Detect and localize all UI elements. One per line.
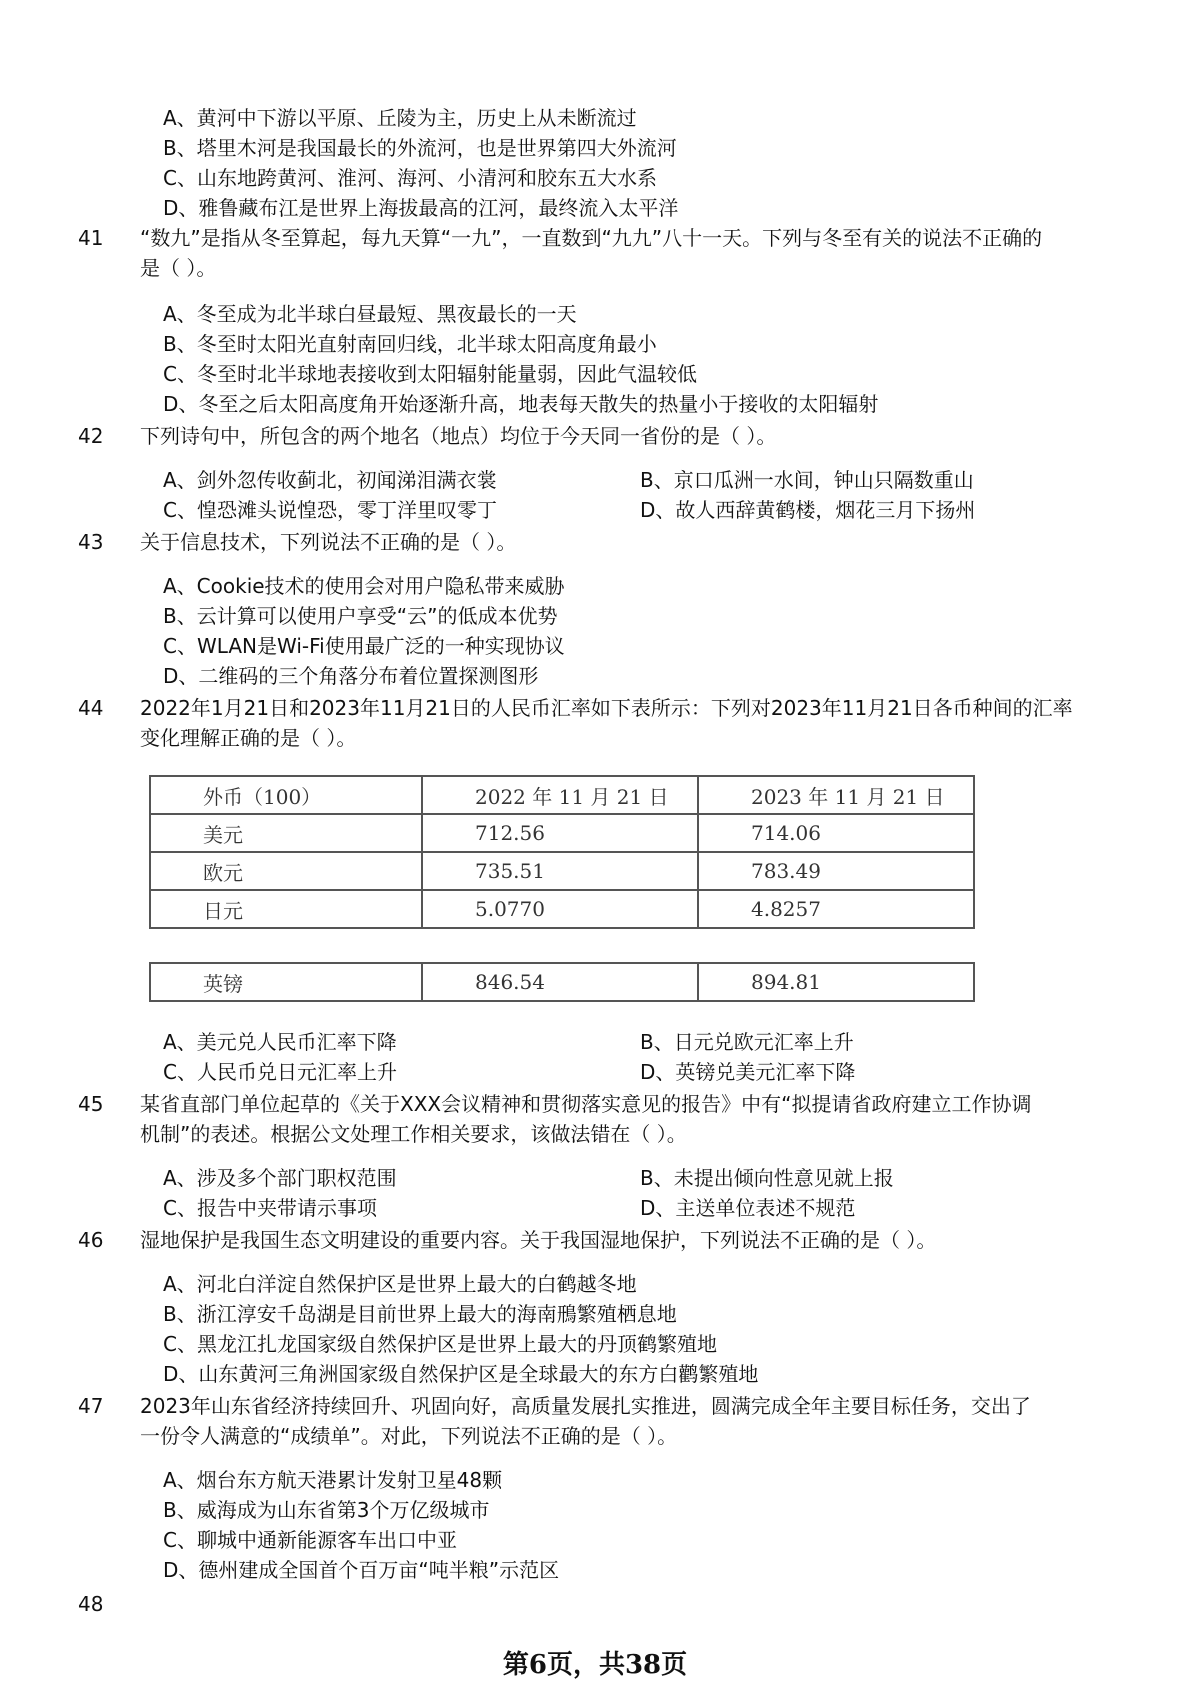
table-row — [150, 963, 974, 1001]
q44-option-c: C、人民币兑日元汇率上升 — [163, 1060, 397, 1084]
q47-option-d: D、德州建成全国首个百万亩“吨半粮”示范区 — [163, 1558, 560, 1582]
exchange-rate-table — [149, 775, 975, 929]
table-cell: 英镑 — [150, 963, 422, 1001]
q42-option-d: D、故人西辞黄鹤楼，烟花三月下扬州 — [640, 498, 976, 522]
q42-option-c: C、惶恐滩头说惶恐，零丁洋里叹零丁 — [163, 498, 497, 522]
table-header-cell: 2022 年 11 月 21 日 — [422, 776, 698, 814]
q45-text-line2: 机制”的表述。根据公文处理工作相关要求，该做法错在（ ）。 — [140, 1122, 687, 1146]
q41-number: 41 — [78, 226, 104, 250]
q43-option-c: C、WLAN是Wi-Fi使用最广泛的一种实现协议 — [163, 634, 565, 658]
table-row — [150, 814, 974, 852]
table-cell: 783.49 — [698, 852, 974, 890]
table-cell: 4.8257 — [698, 890, 974, 928]
q43-number: 43 — [78, 530, 104, 554]
q45-text-line1: 某省直部门单位起草的《关于XXX会议精神和贯彻落实意见的报告》中有“拟提请省政府建立工作协调 — [140, 1092, 1032, 1116]
q45-option-b: B、未提出倾向性意见就上报 — [640, 1166, 894, 1190]
q45-number: 45 — [78, 1092, 104, 1116]
q40-option-b: B、塔里木河是我国最长的外流河，也是世界第四大外流河 — [163, 136, 677, 160]
q44-option-a: A、美元兑人民币汇率下降 — [163, 1030, 397, 1054]
q43-option-b: B、云计算可以使用户享受“云”的低成本优势 — [163, 604, 558, 628]
table-row — [150, 890, 974, 928]
q48-number: 48 — [78, 1592, 104, 1616]
q46-option-d: D、山东黄河三角洲国家级自然保护区是全球最大的东方白鹳繁殖地 — [163, 1362, 759, 1386]
q47-text-line1: 2023年山东省经济持续回升、巩固向好，高质量发展扎实推进，圆满完成全年主要目标任务，交出了 — [140, 1394, 1031, 1418]
q44-number: 44 — [78, 696, 104, 720]
table-row — [150, 852, 974, 890]
gbp-rate-table — [149, 962, 975, 1002]
q44-text-line1: 2022年1月21日和2023年11月21日的人民币汇率如下表所示：下列对2023年11月21日各币种间的汇率 — [140, 696, 1073, 720]
q46-option-a: A、河北白洋淀自然保护区是世界上最大的白鹤越冬地 — [163, 1272, 637, 1296]
q47-option-c: C、聊城中通新能源客车出口中亚 — [163, 1528, 457, 1552]
q46-option-c: C、黑龙江扎龙国家级自然保护区是世界上最大的丹顶鹤繁殖地 — [163, 1332, 717, 1356]
q40-option-c: C、山东地跨黄河、淮河、海河、小清河和胶东五大水系 — [163, 166, 657, 190]
q47-text-line2: 一份令人满意的“成绩单”。对此，下列说法不正确的是（ ）。 — [140, 1424, 678, 1448]
q42-option-a: A、剑外忽传收蓟北，初闻涕泪满衣裳 — [163, 468, 497, 492]
q45-option-c: C、报告中夹带请示事项 — [163, 1196, 377, 1220]
q43-option-d: D、二维码的三个角落分布着位置探测图形 — [163, 664, 539, 688]
q41-option-d: D、冬至之后太阳高度角开始逐渐升高，地表每天散失的热量小于接收的太阳辐射 — [163, 392, 879, 416]
q40-option-a: A、黄河中下游以平原、丘陵为主，历史上从未断流过 — [163, 106, 637, 130]
table-header-cell: 外币（100） — [150, 776, 422, 814]
q42-text-line1: 下列诗句中，所包含的两个地名（地点）均位于今天同一省份的是（ ）。 — [140, 424, 777, 448]
q46-option-b: B、浙江淳安千岛湖是目前世界上最大的海南鳽繁殖栖息地 — [163, 1302, 677, 1326]
table-cell: 735.51 — [422, 852, 698, 890]
table-cell: 846.54 — [422, 963, 698, 1001]
q43-option-a: A、Cookie技术的使用会对用户隐私带来威胁 — [163, 574, 565, 598]
q44-text-line2: 变化理解正确的是（ ）。 — [140, 726, 357, 750]
table-cell: 714.06 — [698, 814, 974, 852]
q41-option-a: A、冬至成为北半球白昼最短、黑夜最长的一天 — [163, 302, 577, 326]
q41-text-line1: “数九”是指从冬至算起，每九天算“一九”，一直数到“九九”八十一天。下列与冬至有关的说法不正确的 — [140, 226, 1043, 250]
q42-option-b: B、京口瓜洲一水间，钟山只隔数重山 — [640, 468, 974, 492]
q47-number: 47 — [78, 1394, 104, 1418]
table-cell: 美元 — [150, 814, 422, 852]
q40-option-d: D、雅鲁藏布江是世界上海拔最高的江河，最终流入太平洋 — [163, 196, 679, 220]
table-cell: 712.56 — [422, 814, 698, 852]
q47-option-b: B、威海成为山东省第3个万亿级城市 — [163, 1498, 490, 1522]
q41-option-b: B、冬至时太阳光直射南回归线，北半球太阳高度角最小 — [163, 332, 657, 356]
q44-option-d: D、英镑兑美元汇率下降 — [640, 1060, 856, 1084]
q41-option-c: C、冬至时北半球地表接收到太阳辐射能量弱，因此气温较低 — [163, 362, 697, 386]
table-cell: 欧元 — [150, 852, 422, 890]
page-footer: 第6页，共38页 — [502, 1650, 688, 1680]
q44-option-b: B、日元兑欧元汇率上升 — [640, 1030, 854, 1054]
table-cell: 日元 — [150, 890, 422, 928]
q46-text-line1: 湿地保护是我国生态文明建设的重要内容。关于我国湿地保护，下列说法不正确的是（ ）。 — [140, 1228, 937, 1252]
table-header-cell: 2023 年 11 月 21 日 — [698, 776, 974, 814]
q42-number: 42 — [78, 424, 104, 448]
table-header-row — [150, 776, 974, 814]
q47-option-a: A、烟台东方航天港累计发射卫星48颗 — [163, 1468, 503, 1492]
q43-text-line1: 关于信息技术，下列说法不正确的是（ ）。 — [140, 530, 517, 554]
q45-option-d: D、主送单位表述不规范 — [640, 1196, 856, 1220]
q46-number: 46 — [78, 1228, 104, 1252]
table-cell: 894.81 — [698, 963, 974, 1001]
q41-text-line2: 是（ ）。 — [140, 256, 217, 280]
q45-option-a: A、涉及多个部门职权范围 — [163, 1166, 397, 1190]
table-cell: 5.0770 — [422, 890, 698, 928]
